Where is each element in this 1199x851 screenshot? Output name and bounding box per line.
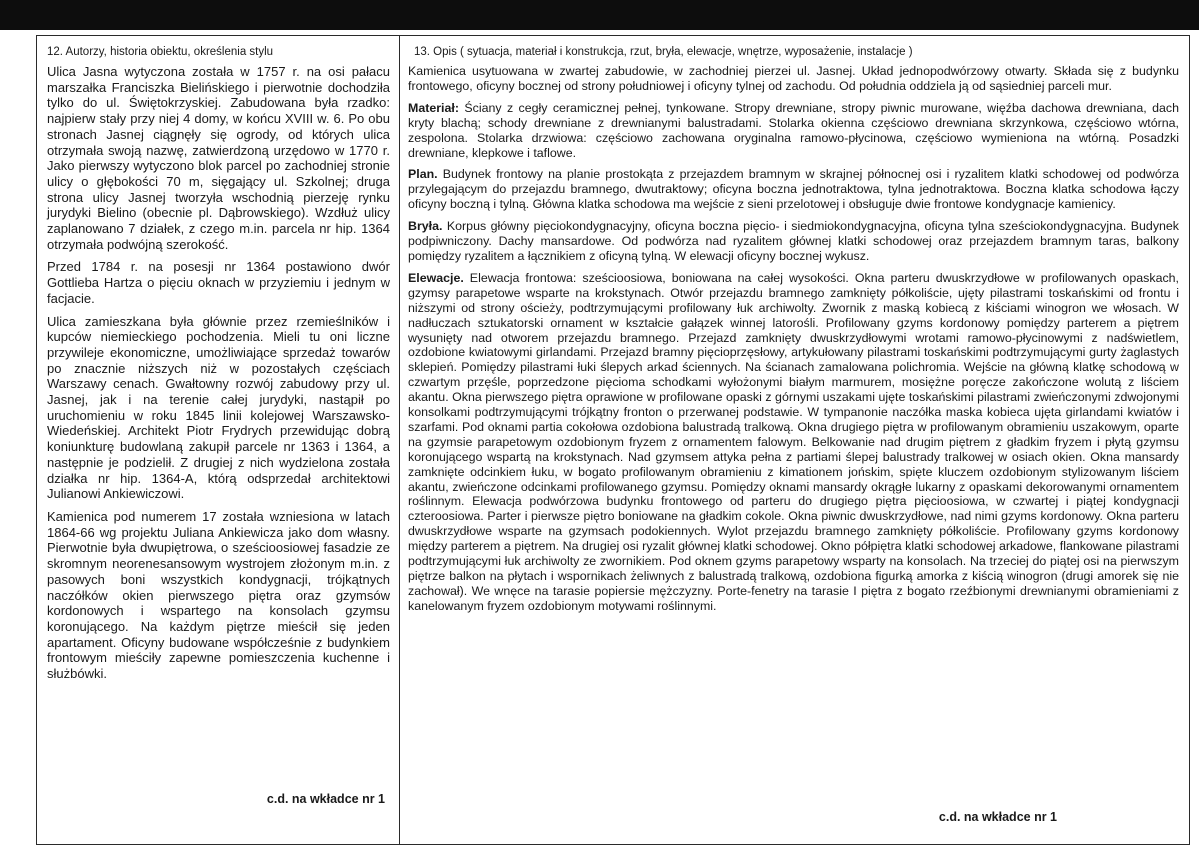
section-bryla-text: Korpus główny pięciokondygnacyjny, oficyna boczna pięcio- i siedmiokondygnacyjna, oficyna tylna sześciokondygnacyjna. Budynek podpiwniczony. Dachy mansardowe. Od podwórza nad ryzalitem głównej klatki schodowej oraz przejazdem bramnym taras, balkony pomiędzy ryzalitem a łącznikiem z oficyną tylną. W elewacji oficyny bocznej wykusz. [408, 219, 1179, 263]
section-plan-label: Plan. [408, 167, 438, 182]
section-elewacje-label: Elewacje. [408, 270, 464, 285]
section-material-label: Materiał: [408, 100, 459, 115]
section-material-text: Ściany z cegły ceramicznej pełnej, tynkowane. Stropy drewniane, stropy piwnic murowane, więźba dachowa drewniana, dach kryty blachą; schody drewniane z drewnianymi balustradami. Stolarka okienna częściowo drewniana skrzynkowa, częściowo wtórna, zespolona. Stolarka drzwiowa: częściowo zachowana oryginalna ramowo-płycinowa, częściowo wymieniona na wtórną. Posadzki drewniane, klepkowe i taflowe. [408, 100, 1179, 160]
description-continued-note: c.d. na wkładce nr 1 [938, 810, 1057, 824]
history-paragraph-1: Ulica Jasna wytyczona została w 1757 r. na osi pałacu marszałka Franciszka Bielińskiego i pierwotnie dochodziła tylko do ul. Świętokrzyskiej. Zabudowana była rzadko: najpierw stały przy niej 4 domy, w końcu XVIII w. 6. Po obu stronach Jasnej ciągnęły się ogrody, od których ulica otrzymała swoją nazwę, zatwierdzoną urzędowo w 1770 r. Jako pierwszy wytyczono blok parcel po zachodniej stronie ulicy o głębokości 70 m, sięgający ul. Szkolnej; druga strona ulicy Jasnej tworzyła wschodnią pierzeję rynku jurydyki Bielino (obecnie pl. Dąbrowskiego). Wzdłuż ulicy zaplanowano 7 działek, z czego m.in. parcela nr hip. 1364 otrzymała podwójną szerokość. [47, 64, 390, 252]
history-column [37, 36, 400, 844]
history-paragraph-2: Przed 1784 r. na posesji nr 1364 postawiono dwór Gottlieba Hartza o pięciu oknach w przyziemiu i jednym w facjacie. [47, 259, 390, 306]
section-material [408, 101, 1179, 161]
description-column [400, 36, 1189, 844]
description-intro: Kamienica usytuowana w zwartej zabudowie, w zachodniej pierzei ul. Jasnej. Układ jednopodwórzowy otwarty. Składa się z budynku frontowego, oficyny bocznej od strony południowej i oficyny tylnej od zachodu. Od południa oddziela ją od sąsiedniej parceli mur. [408, 64, 1179, 93]
section-elewacje-text: Elewacja frontowa: sześcioosiowa, boniowana na całej wysokości. Okna parteru dwuskrzydłowe w profilowanych opaskach, gzymsy parapetowe wsparte na krokstynach. Otwór przejazdu bramnego zamknięty półkoliście, ujęty pilastrami toskańskimi od frontu i niższymi od strony ościeży, podtrzymującymi profilowany łuk archiwolty. Zwornik z maską kobiecą z kiściami winogron we włosach. W nadłuczach sztukatorski ornament w kształcie gałązek winnej latorośli. Profilowany gzyms kordonowy pomiędzy parterem a piętrem wysunięty nad otworem przejazdu bramnego. Przejazd zamknięty dwuskrzydłowymi wrotami ramowo-płycinowymi z nadświetlem, ozdobione kwiatowymi girlandami. Przejazd bramny pięcioprzęsłowy, artykułowany pilastrami toskańskimi podtrzymującymi gurty żaglastych sklepień. Pomiędzy pilastrami łuki ślepych arkad ściennych. Na ścianach zamalowana polichromia. Wejście na główną klatkę schodową w czwartym przęśle, poprzedzone pięcioma schodkami wyłożonymi białym marmurem, mosiężne poręcze zakończone wolutą z liściem akantu. Okna pierwszego piętra oprawione w profilowane opaski z górnymi uszakami ujęte toskańskimi pilastrami zwieńczonymi zdwojonymi konsolkami podtrzymującymi trójkątny fronton o przerwanej podstawie. W tympanonie naczółka maska kobieca ujęta girlandami kwiatów i szarfami. Pod oknami partia cokołowa ozdobiona balustradą tralkową. Okna drugiego piętra w profilowanym obramieniu uszakowym, oparte na gzymsie parapetowym ozdobionym fryzem z ornamentem falowym. Belkowanie nad drugim piętrem z gładkim fryzem i płytą gzymsu koronującego wspartą na krokstynach. Nad gzymsem attyka pełna z partiami ślepej balustrady tralkowej w osiach okien. Okna mansardy zamknięte odcinkiem łuku, w bogato profilowanym obramieniu z kimationem jońskim, spięte kluczem ozdobionym stylizowanym liściem akantu, zwieńczone odcinkami profilowanego gzymsu. Pomiędzy oknami mansardy okrągłe lukarny z opaskami dekorowanymi ornamentem roślinnym. Elewacja podwórzowa budynku frontowego od parteru do drugiego piętra pięcioosiowa, w czwartej i piątej kondygnacji czteroosiowa. Parter i pierwsze piętro boniowane na gładkim cokole. Okna piwnic dwuskrzydłowe, nad nimi gzyms kordonowy. Okna parteru dwuskrzydłowe wsparte na gzymsach podokiennych. Wylot przejazdu bramnego zamknięty półkoliście. Profilowany gzyms kordonowy między parterem a piętrem. Na drugiej osi ryzalit głównej klatki schodowej. Okno półpiętra klatki schodowej arkadowe, flankowane pilastrami podtrzymującymi łuk archiwolty ze zwornikiem. Pod oknem gzyms parapetowy wsparty na konsolach. Na trzeciej do piątej osi na pierwszym piętrze balkon na płytach i wspornikach żeliwnych z balustradą tralkową, ozdobiona figurką amorka z kiścią winogron (drugi amorek się nie zachował). We wnęce na tarasie popiersie mężczyzny. Porte-fenetry na tarasie I piętra z bogato rzeźbionymi drewnianymi obramieniami z kanelowanym fryzem ozdobionym motywami roślinnymi. [408, 270, 1179, 613]
section-bryla [408, 219, 1179, 264]
history-paragraph-4: Kamienica pod numerem 17 została wzniesiona w latach 1864-66 wg projektu Juliana Ankiewicza jako dom własny. Pierwotnie była dwupiętrowa, o sześcioosiowej fasadzie ze skromnym neorenesansowym wystrojem złożonym m.in. z pasowych boni wszystkich kondygnacji, trójkątnych naczółków okien pierwszego piętra oraz gzymsów kordonowych i wspartego na konsolach gzymsu koronującego. Na każdym piętrze mieścił się jeden apartament. Oficyny budowane współcześnie z budynkiem frontowym mieściły zapewne pomieszczenia kuchenne i służbówki. [47, 508, 390, 682]
section-plan [408, 167, 1179, 212]
description-header: 13. Opis ( sytuacja, materiał i konstrukcja, rzut, bryła, elewacje, wnętrze, wyposażenie, instalacje ) [414, 46, 913, 58]
section-bryla-label: Bryła. [408, 219, 443, 234]
section-elewacje [408, 271, 1179, 614]
history-continued-note: c.d. na wkładce nr 1 [266, 792, 385, 806]
form-frame [36, 35, 1190, 845]
history-paragraph-3: Ulica zamieszkana była głównie przez rzemieślników i kupców niemieckiego pochodzenia. Mieli tu oni liczne przywileje ekonomiczne, umożliwiające sprzedaż towarów po znacznie niższych niż w pozostałych częściach Warszawy cenach. Gwałtowny rozwój zabudowy przy ul. Jasnej, jak i na terenie całej jurydyki, nastąpił po uruchomieniu w roku 1845 linii kolejowej Warszawsko-Wiedeńskiej. Architekt Piotr Frydrych przewidując dobrą koniunkturę budowlaną zakupił parcele nr 1363 i 1364, a następnie je podzielił. Z drugiej z nich wydzielona została działka nr hip. 1364-A, którą odsprzedał architektowi Julianowi Ankiewiczowi. [47, 313, 390, 502]
history-header: 12. Autorzy, historia obiektu, określenia stylu [47, 46, 274, 58]
section-plan-text: Budynek frontowy na planie prostokąta z przejazdem bramnym w skrajnej północnej osi i ryzalitem klatki schodowej od podwórza przylegającym do przejazdu bramnego, dwutraktowy; oficyna boczna jednotraktowa, tylna jednotraktowa. Boczna klatka schodowa łączy oficyny boczną i tylną. Główna klatka schodowa ma wejście z sieni przelotowej i obsługuje dwie frontowe kondygnacje kamienicy. [408, 167, 1179, 212]
scan-top-border [0, 0, 1199, 30]
